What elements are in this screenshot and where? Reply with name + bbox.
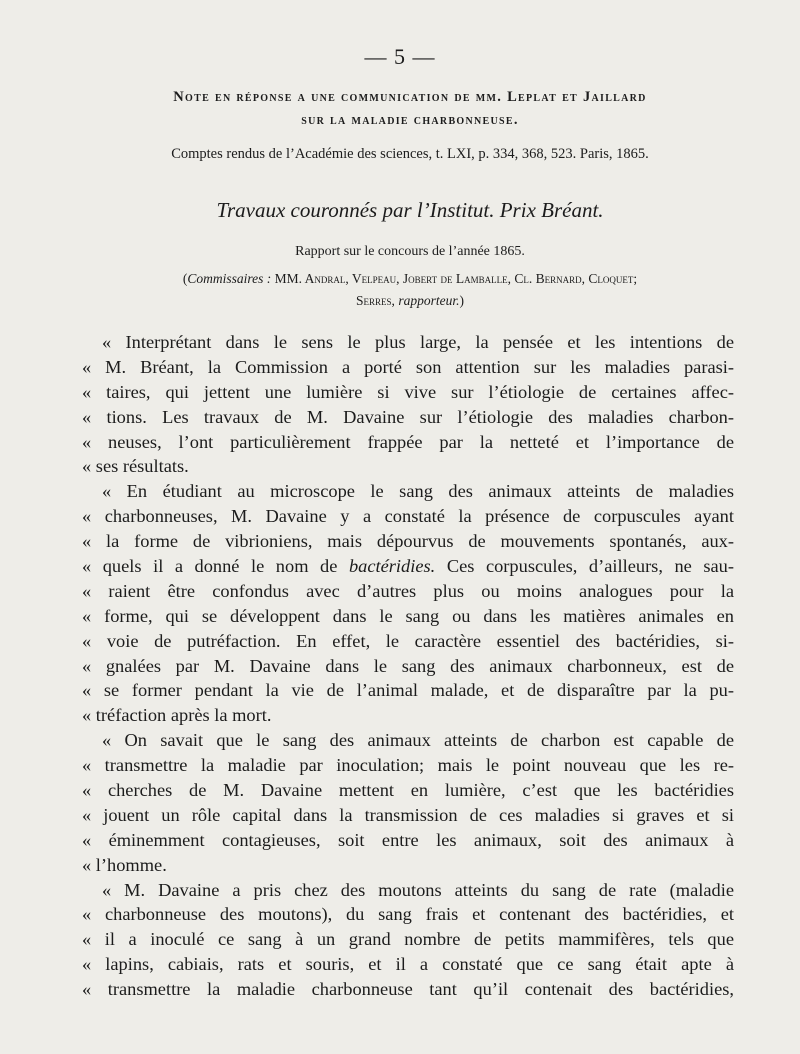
text-line: « M. Bréant, la Commission a porté son attention sur les maladies parasi-	[82, 356, 734, 377]
text-line: « En étudiant au microscope le sang des animaux atteints de maladies	[102, 481, 734, 502]
page-number: — 5 —	[364, 44, 436, 69]
commissaires-line-1	[60, 268, 760, 290]
commissaires-line-2	[60, 290, 760, 312]
text-line	[82, 554, 734, 579]
document-title	[60, 86, 760, 132]
text-line: « il a inoculé ce sang à un grand nombre de petits mammifères, tels que	[82, 929, 734, 950]
paren-close: )	[459, 293, 464, 308]
text-line: « tréfaction après la mort.	[82, 705, 272, 726]
commissaires-names-2: Serres,	[356, 293, 395, 308]
text-fragment: « quels il a donné le nom de	[82, 556, 338, 577]
source-citation: Comptes rendus de l’Académie des sciences, t. LXI, p. 334, 368, 523. Paris, 1865.	[171, 146, 649, 162]
body-text	[82, 330, 734, 1002]
text-line: « M. Davaine a pris chez des moutons atteints du sang de rate (maladie	[102, 879, 734, 900]
title-line-1: Note en réponse a une communication de mm. Leplat et Jaillard	[173, 89, 647, 105]
text-line: « On savait que le sang des animaux atteints de charbon est capable de	[102, 730, 734, 751]
text-line: « jouent un rôle capital dans la transmission de ces maladies si graves et si	[82, 804, 734, 825]
italic-term: bactéridies.	[348, 556, 436, 577]
text-line: « lapins, cabiais, rats et souris, et il a constaté que ce sang était apte à	[82, 954, 734, 975]
paren-open: (	[182, 271, 188, 286]
text-line: « neuses, l’ont particulièrement frappée par la netteté et l’importance de	[82, 431, 734, 452]
text-line: « transmettre la maladie par inoculation; mais le point nouveau que les re-	[82, 755, 734, 776]
text-line: « se former pendant la vie de l’animal malade, et de disparaître par la pu-	[82, 680, 734, 701]
text-line: « la forme de vibrioniens, mais dépourvus de mouvements spontanés, aux-	[82, 531, 734, 552]
text-line: « tions. Les travaux de M. Davaine sur l’étiologie des maladies charbon-	[82, 406, 734, 427]
text-line: « taires, qui jettent une lumière si vive sur l’étiologie de certaines affec-	[82, 381, 734, 402]
text-line: « éminemment contagieuses, soit entre les animaux, soit des animaux à	[82, 829, 734, 850]
text-line: « forme, qui se développent dans le sang ou dans les matières animales en	[82, 605, 734, 626]
text-line: « cherches de M. Davaine mettent en lumière, c’est que les bactéridies	[82, 780, 734, 801]
report-subtitle: Rapport sur le concours de l’année 1865.	[295, 244, 525, 259]
commissaires-label: Commissaires :	[187, 271, 272, 286]
text-line: « voie de putréfaction. En effet, le caractère essentiel des bactéridies, si-	[82, 630, 734, 651]
text-line: « gnalées par M. Davaine dans le sang des animaux charbonneux, est de	[82, 655, 734, 676]
text-line: « transmettre la maladie charbonneuse tant qu’il contenait des bactéridies,	[82, 979, 734, 1000]
text-line: « raient être confondus avec d’autres plus ou moins analogues pour la	[82, 580, 734, 601]
text-fragment: Ces corpuscules, d’ailleurs, ne sau-	[446, 556, 734, 577]
title-line-2: sur la maladie charbonneuse.	[301, 112, 519, 128]
commissaires-block	[60, 268, 760, 312]
text-line: « Interprétant dans le sens le plus large, la pensée et les intentions de	[102, 332, 734, 352]
commissaires-names: MM. Andral, Velpeau, Jobert de Lamballe, Cl. Bernard, Cloquet;	[274, 271, 638, 286]
section-heading: Travaux couronnés par l’Institut. Prix Bréant.	[216, 198, 604, 222]
rapporteur-label: rapporteur.	[398, 293, 460, 308]
text-line: « charbonneuses, M. Davaine y a constaté la présence de corpuscules ayant	[82, 506, 734, 527]
text-line: « charbonneuse des moutons), du sang frais et contenant des bactéridies, et	[82, 904, 734, 925]
text-line: « l’homme.	[82, 854, 167, 875]
text-line: « ses résultats.	[82, 456, 189, 477]
